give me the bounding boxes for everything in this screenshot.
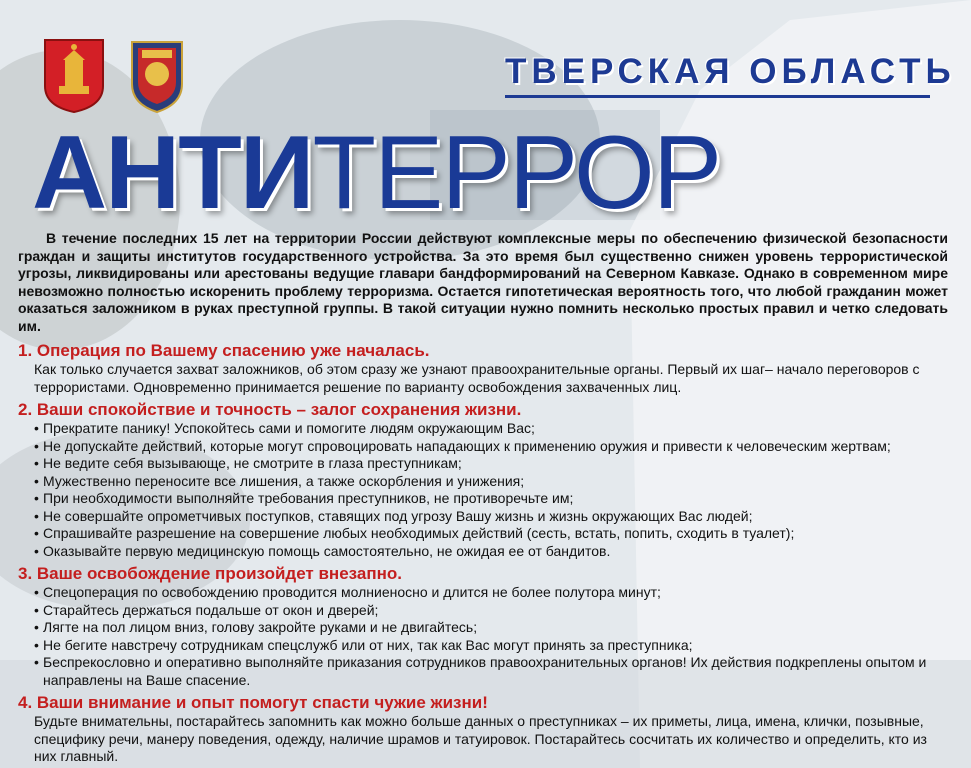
title-regular-part: ТЕРРОР [312,115,721,231]
page-title [32,115,721,231]
list-item: • При необходимости выполняйте требования преступников, не противоречьте им; [34,490,950,508]
list-item: • Старайтесь держаться подальше от окон и дверей; [34,602,950,620]
list-item: • Спецоперация по освобождению проводится молниеносно и длится не более полутора минут; [34,584,950,602]
section-3-list [18,584,950,689]
list-item: • Мужественно переносите все лишения, а также оскорбления и унижения; [34,473,950,491]
main-content [18,230,950,766]
list-item: • Не бегите навстречу сотрудникам спецслужб или от них, так как Вас могут принять за преступника; [34,637,950,655]
section-2-title: 2. Ваши спокойствие и точность – залог сохранения жизни. [18,400,522,419]
title-bold-part: АНТИ [32,115,313,231]
region-name: ТВЕРСКАЯ ОБЛАСТЬ [505,52,956,91]
section-3-title: 3. Ваше освобождение произойдет внезапно. [18,564,402,583]
list-item: • Не допускайте действий, которые могут спровоцировать нападающих к применению оружия и привести к человеческим жертвам; [34,438,950,456]
list-item: • Не совершайте опрометчивых поступков, ставящих под угрозу Вашу жизнь и жизнь окружающих Вас людей; [34,508,950,526]
region-underline [505,95,930,98]
section-4-text: Будьте внимательны, постарайтесь запомнить как можно больше данных о преступниках – их приметы, лица, имена, клички, позывные, специфику речи, манеру поведения, одежду, наличие шрамов и татуировок. Постарайтесь сосчитать их количество и определить, кто из них главный. [34,713,927,764]
section-2-list [18,420,950,560]
list-item: • Оказывайте первую медицинскую помощь самостоятельно, не ожидая ее от бандитов. [34,543,950,561]
security-shield-emblem-icon [130,38,184,114]
list-item: • Беспрекословно и оперативно выполняйте приказания сотрудников правоохранительных органов! Их действия подкреплены опытом и направлены на Ваше спасение. [34,654,950,689]
intro-paragraph: В течение последних 15 лет на территории России действуют комплексные меры по обеспечению физической безопасности граждан и защиты институтов государственного устройства. За это время был существенно снижен уровень террористической угрозы, ликвидированы или арестованы ведущие главари бандформирований на Северном Кавказе. Однако в современном мире невозможно полностью искоренить проблему терроризма. Остается гипотетическая вероятность того, что любой гражданин может оказаться заложником в руках преступной группы. В такой ситуации нужно помнить несколько простых правил и четко следовать им. [18,230,948,334]
section-1-text: Как только случается захват заложников, об этом сразу же узнают правоохранительные органы. Первый их шаг– начало переговоров с террористами. Одновременно принимается решение по варианту освобождения захваченных лиц. [34,361,920,395]
section-4-title: 4. Ваши внимание и опыт помогут спасти чужие жизни! [18,693,488,712]
list-item: • Не ведите себя вызывающе, не смотрите в глаза преступникам; [34,455,950,473]
list-item: • Прекратите панику! Успокойтесь сами и помогите людям окружающим Вас; [34,420,950,438]
list-item: • Спрашивайте разрешение на совершение любых необходимых действий (сесть, встать, попить, сходить в туалет); [34,525,950,543]
list-item: • Лягте на пол лицом вниз, голову закройте руками и не двигайтесь; [34,619,950,637]
tver-coat-of-arms-icon [43,38,105,114]
section-1-title: 1. Операция по Вашему спасению уже началась. [18,341,430,360]
